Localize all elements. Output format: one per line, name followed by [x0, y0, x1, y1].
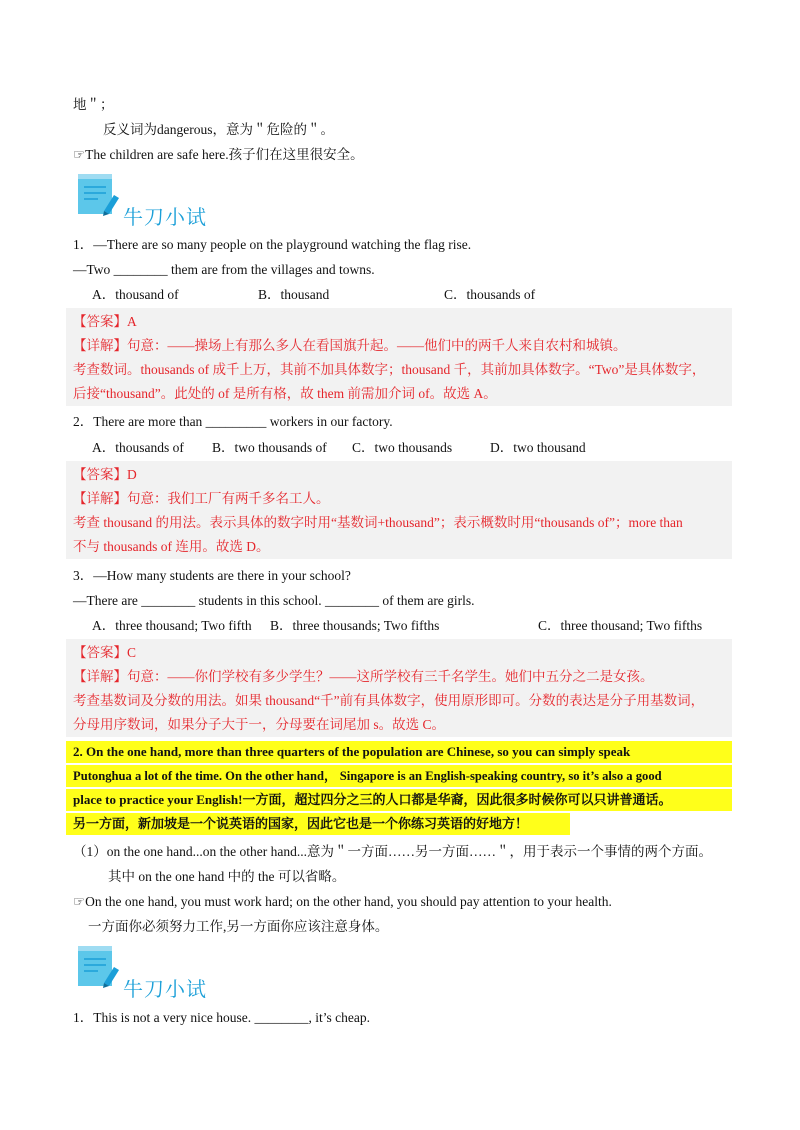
highlight-line-4: 另一方面，新加坡是一个说英语的国家，因此它也是一个你练习英语的好地方！ [66, 813, 570, 835]
q2-answer: 【答案】D [73, 467, 137, 482]
section-title: 牛刀小试 [123, 205, 207, 229]
q1-detail-1: 【详解】句意：——操场上有那么多人在看国旗升起。——他们中的两千人来自农村和城镇。 [73, 338, 627, 353]
note-pencil-icon [76, 945, 120, 989]
section-header-2 [73, 945, 313, 1001]
note-example-1: ☞On the one hand, you must work hard; on the other hand, you should pay attention to your health. [73, 894, 612, 909]
highlight-line-2: Putonghua a lot of the time. On the other hand， Singapore is an English-speaking country, so it’s also a good [66, 765, 732, 787]
section-title: 牛刀小试 [123, 977, 207, 1001]
q2-option-b: B．two thousands of [212, 440, 327, 455]
q3-stem-1: 3．—How many students are there in your school? [73, 568, 351, 583]
q3-detail-2: 考查基数词及分数的用法。如果 thousand“千”前有具体数字，使用原形即可。分数的表达是分子用基数词， [73, 693, 705, 708]
q1-option-a: A．thousand of [92, 287, 179, 302]
q3-detail-1: 【详解】句意：——你们学校有多少学生？——这所学校有三千名学生。她们中五分之二是女孩。 [73, 669, 654, 684]
highlight-line-3: place to practice your English!一方面，超过四分之三的人口都是华裔，因此很多时候你可以只讲普通话。 [66, 789, 732, 811]
q1-detail-3: 后接“thousand”。此处的 of 是所有格，故 them 前需加介词 of。故选 A。 [73, 386, 497, 401]
q3-option-b: B．three thousands; Two fifths [270, 618, 440, 633]
q1-stem-1: 1．—There are so many people on the playground watching the flag rise. [73, 237, 472, 252]
note-pencil-icon [76, 173, 120, 217]
intro-antonym: 反义词为dangerous，意为＂危险的＂。 [103, 122, 334, 137]
intro-line-1: 地＂； [73, 97, 114, 112]
q1-detail-2: 考查数词。thousands of 成千上万，其前不加具体数字；thousand 千，其前加具体数字。“Two”是具体数字， [73, 362, 706, 377]
q2-detail-3: 不与 thousands of 连用。故选 D。 [73, 539, 270, 554]
q2-detail-2: 考查 thousand 的用法。表示具体的数字时用“基数词+thousand”；表示概数时用“thousands of”；more than [73, 515, 683, 530]
q1-option-b: B．thousand [258, 287, 330, 302]
q3-option-c: C．three thousand; Two fifths [538, 618, 703, 633]
note-example-2: 一方面你必须努力工作,另一方面你应该注意身体。 [88, 919, 389, 934]
note-line-1: （1）on the one hand...on the other hand...意为＂一方面……另一方面……＂，用于表示一个事情的两个方面。 [73, 844, 712, 859]
q1-option-c: C．thousands of [444, 287, 536, 302]
q2-option-a: A．thousands of [92, 440, 184, 455]
q4-stem: 1．This is not a very nice house. ________, it’s cheap. [73, 1010, 370, 1025]
q2-detail-1: 【详解】句意：我们工厂有两千多名工人。 [73, 491, 330, 506]
highlight-line-1: 2. On the one hand, more than three quarters of the population are Chinese, so you can simply speak [66, 741, 732, 763]
intro-example: ☞The children are safe here.孩子们在这里很安全。 [73, 147, 364, 162]
note-line-2: 其中 on the one hand 中的 the 可以省略。 [108, 869, 346, 884]
section-header-1 [73, 173, 313, 229]
q2-option-c: C．two thousands [352, 440, 453, 455]
q2-stem: 2．There are more than _________ workers in our factory. [73, 414, 393, 429]
q3-option-a: A．three thousand; Two fifth [92, 618, 252, 633]
q1-stem-2: —Two ________ them are from the villages and towns. [73, 262, 375, 277]
q2-option-d: D．two thousand [490, 440, 586, 455]
q3-answer: 【答案】C [73, 645, 137, 660]
q3-detail-3: 分母用序数词，如果分子大于一，分母要在词尾加 s。故选 C。 [73, 717, 446, 732]
q1-answer: 【答案】A [73, 314, 137, 329]
q3-stem-2: —There are ________ students in this school. ________ of them are girls. [73, 593, 475, 608]
